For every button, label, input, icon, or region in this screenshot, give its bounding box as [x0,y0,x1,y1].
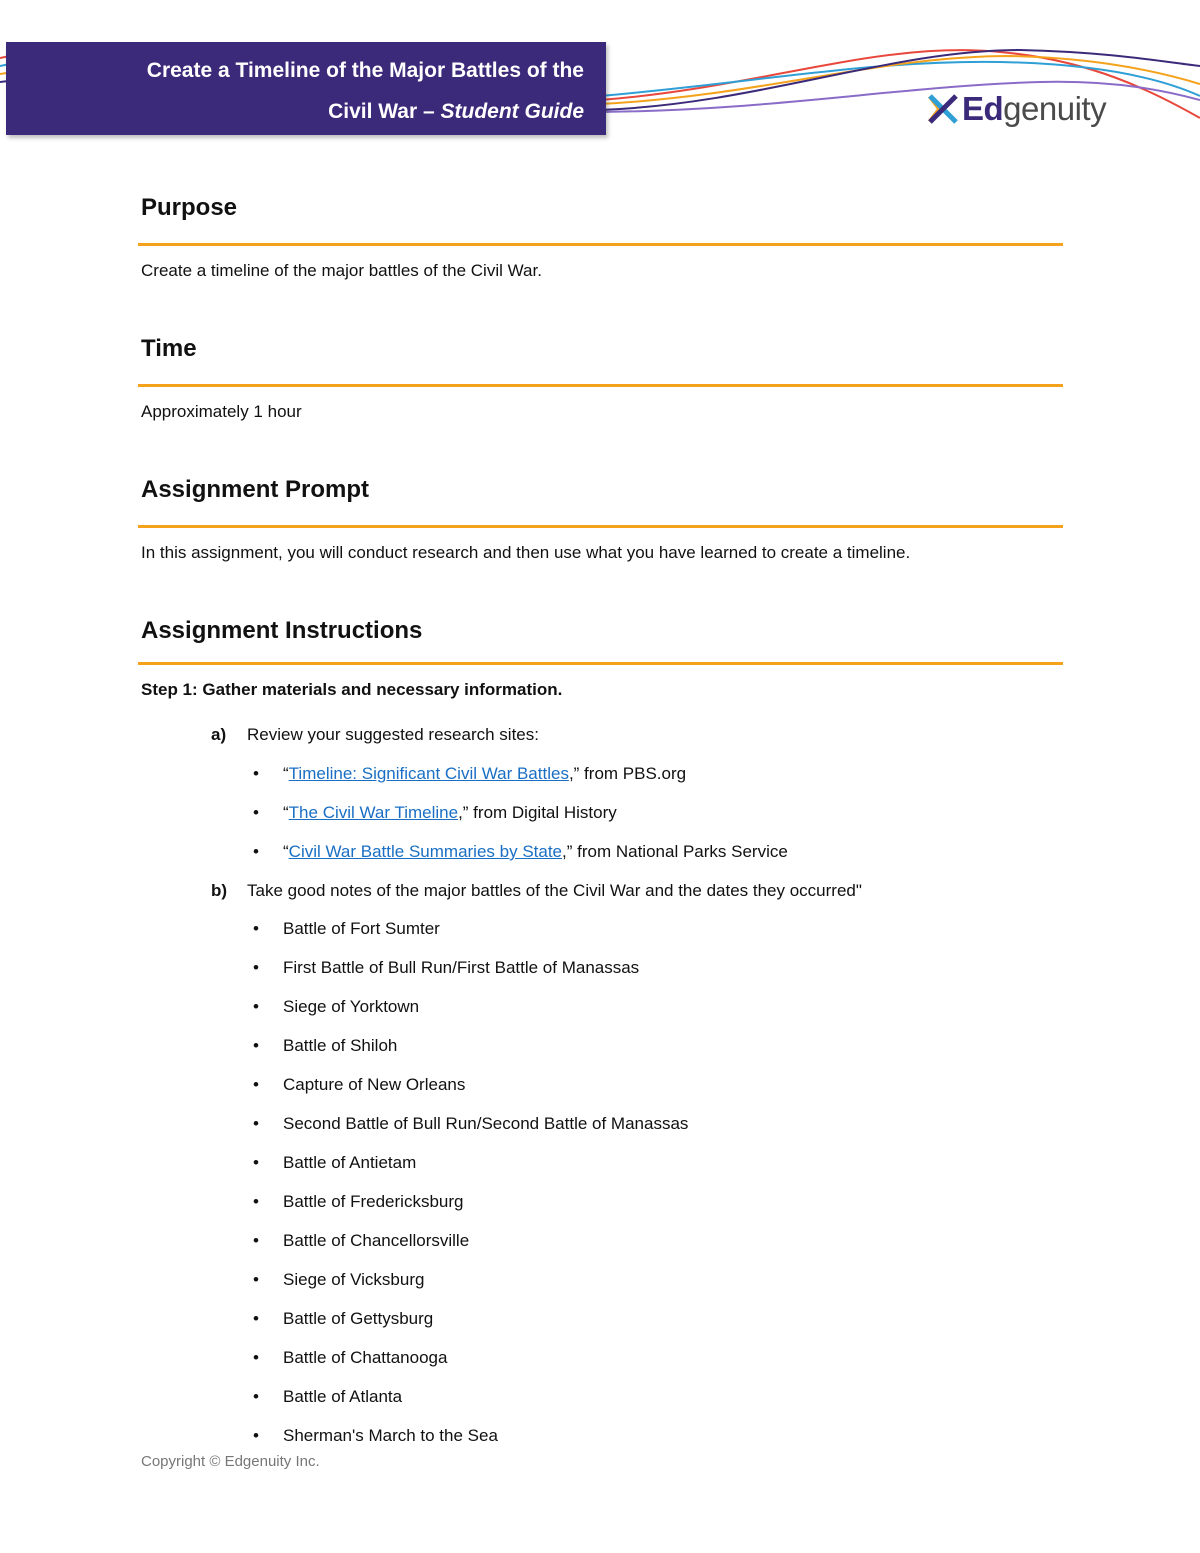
purpose-divider [138,243,1063,246]
battle-name: Siege of Vicksburg [283,1270,425,1289]
battle-list-item [253,919,440,939]
purpose-heading: Purpose [141,194,238,221]
sub-item-a [211,725,539,745]
sub-item-b [211,881,862,901]
bullet: • [253,919,259,938]
quote-open: “ [283,764,289,783]
bullet: • [253,1348,259,1367]
copyright-footer: Copyright © Edgenuity Inc. [141,1453,320,1470]
instructions-heading: Assignment Instructions [141,617,423,644]
time-divider [138,384,1063,387]
title-line-2-italic: Student Guide [440,100,584,123]
resource-link-item [253,842,788,862]
title-line-2-plain: Civil War – [328,100,441,123]
battle-name: Capture of New Orleans [283,1075,466,1094]
sub-item-a-label: a) [211,725,227,744]
purpose-text: Create a timeline of the major battles of the Civil War. [141,261,542,280]
battle-list-item [253,958,640,978]
instructions-divider [138,662,1063,665]
battle-list-item [253,1075,466,1095]
battle-name: First Battle of Bull Run/First Battle of Manassas [283,958,640,977]
logo-x-icon [926,92,960,126]
bullet: • [253,1309,259,1328]
battle-list-item [253,997,420,1017]
bullet: • [253,958,259,977]
resource-link-item [253,803,617,823]
battle-name: Battle of Antietam [283,1153,417,1172]
prompt-heading: Assignment Prompt [141,476,370,503]
title-banner [6,42,606,135]
nps-summaries-link[interactable]: Civil War Battle Summaries by State [288,842,563,861]
bullet: • [253,1426,259,1445]
bullet: • [253,1192,259,1211]
title-line-1: Create a Timeline of the Major Battles of the [146,59,584,82]
sub-item-b-label: b) [211,881,228,900]
battle-name: Battle of Fort Sumter [283,919,440,938]
battle-name: Battle of Atlanta [283,1387,403,1406]
battle-name: Battle of Chattanooga [283,1348,448,1367]
prompt-divider [138,525,1063,528]
battle-name: Second Battle of Bull Run/Second Battle of Manassas [283,1114,689,1133]
battle-list-item [253,1270,425,1290]
digital-history-link[interactable]: The Civil War Timeline [288,803,459,822]
bullet: • [253,764,259,783]
battle-name: Battle of Fredericksburg [283,1192,464,1211]
prompt-text: In this assignment, you will conduct research and then use what you have learned to create a timeline. [141,543,911,562]
bullet: • [253,1387,259,1406]
battle-list-item [253,1348,448,1368]
link-source: ,” from Digital History [458,803,617,822]
battle-name: Battle of Shiloh [283,1036,398,1055]
bullet: • [253,1153,259,1172]
logo-suffix: genuity [1003,90,1107,127]
pbs-timeline-link[interactable]: Timeline: Significant Civil War Battles [288,764,569,783]
quote-open: “ [283,842,289,861]
battle-list-item [253,1153,417,1173]
battle-name: Battle of Gettysburg [283,1309,434,1328]
battle-list-item [253,1426,498,1446]
sub-item-a-text: Review your suggested research sites: [247,725,539,744]
bullet: • [253,997,259,1016]
bullet: • [253,1270,259,1289]
bullet: • [253,1075,259,1094]
edgenuity-logo [926,90,1106,128]
bullet: • [253,1231,259,1250]
step-1-title: Step 1: Gather materials and necessary information. [141,680,563,699]
title-line-2 [26,91,584,132]
battle-list-item [253,1231,470,1251]
sub-item-b-text: Take good notes of the major battles of the Civil War and the dates they occurred" [247,881,862,900]
battle-list-item [253,1036,398,1056]
bullet: • [253,1036,259,1055]
battle-name: Battle of Chancellorsville [283,1231,470,1250]
logo-wordmark [962,90,1106,128]
resource-link-item [253,764,687,784]
time-text: Approximately 1 hour [141,402,302,421]
battle-list-item [253,1309,434,1329]
link-source: ,” from National Parks Service [562,842,788,861]
bullet: • [253,803,259,822]
battle-name: Siege of Yorktown [283,997,420,1016]
logo-prefix: Ed [962,90,1004,127]
battle-list-item [253,1114,689,1134]
bullet: • [253,842,259,861]
battle-list-item [253,1387,403,1407]
link-source: ,” from PBS.org [568,764,687,783]
bullet: • [253,1114,259,1133]
battle-name: Sherman's March to the Sea [283,1426,498,1445]
battle-list-item [253,1192,464,1212]
quote-open: “ [283,803,289,822]
time-heading: Time [141,335,197,362]
